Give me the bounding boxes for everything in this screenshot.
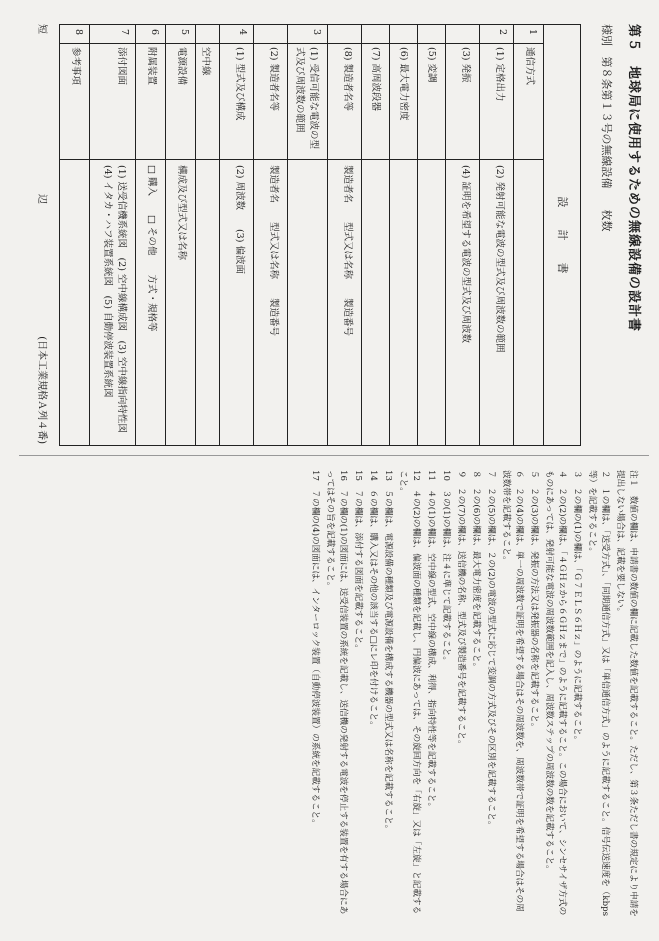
footer-left: 短	[36, 24, 47, 34]
note-item: 注１ 数値の欄は、申請書の数値の欄に記載した数値を記載すること。ただし、第３条ただし書の規定により申請を提出しない場合は、記載を要しない。	[615, 470, 638, 917]
row-label: (8) 製造者名等	[342, 47, 353, 111]
footer-mid: 辺	[36, 194, 47, 204]
row-label: 添付図面	[116, 47, 127, 86]
row-value: (4) 証明を希望する電波の型式及び周波数	[460, 165, 471, 343]
note-item: ６ ２の(4)の欄は、単一の周波数で証明を希望する場合はその周波数を、周波数帯で証明を希望する場合はその周波数帯を記載すること。	[501, 470, 524, 912]
form-reference	[599, 24, 615, 231]
note-item: ４ ２の(2)の欄は、「４ＧＨｚから６ＧＨｚまで」のように記載すること。この場合において、シンセサイザ方式のものにあっては、発射可能な電波の周波数範囲を記入し、周波数ステップの周波数の数を記載すること。	[544, 470, 567, 916]
row-number: 2	[497, 29, 508, 36]
note-item: 13 ５の欄は、電源設備の種類及び電源設備を構成する機器の型式又は名称を記載すること。	[383, 470, 393, 834]
row-label: (6) 最大電力密度	[398, 47, 409, 121]
row-number: 7	[119, 29, 130, 36]
note-item: 14 ６の欄は、購入又はその他の該当する□にレ印を付けること。	[368, 470, 378, 730]
table-row	[327, 25, 362, 445]
note-item: ５ ２の(3)の欄は、発振の方法又は発振器の名称を記載すること。	[529, 470, 539, 732]
table-row	[253, 25, 288, 445]
table-row	[417, 25, 446, 445]
table-header	[543, 25, 580, 445]
note-item: 11 ４の(1)の欄は、空中線の型式、空中線の構成、利得、指向特性等を記載すること。	[426, 470, 436, 812]
row-label: (1) 受信可能な電波の型式及び周波数の範囲	[294, 47, 319, 149]
row-label: 通信方式	[524, 47, 535, 86]
row-label: 電源設備	[176, 47, 187, 86]
row-label: (3) 発振	[460, 47, 471, 83]
table-row	[195, 25, 220, 445]
note-item: 10 ３の(1)の欄は、注４に準じて記載すること。	[441, 470, 451, 665]
row-number: 4	[237, 29, 248, 36]
header-item: 設 計 書	[556, 196, 569, 274]
form-label: 様別	[600, 24, 613, 46]
row-label: (2) 製造者名等	[268, 47, 279, 111]
table-row	[165, 25, 196, 445]
table-row	[287, 25, 328, 445]
note-item: ８ ２の(6)の欄は、最大電力密度を記載すること。	[471, 470, 481, 672]
row-value: 構成及び型式又は名称	[176, 165, 187, 261]
design-table	[59, 24, 581, 446]
row-label: 附属装置	[146, 47, 157, 86]
notes-section	[19, 470, 639, 920]
row-label: (7) 高周波段器	[370, 47, 381, 111]
row-label: 空中線	[200, 47, 211, 76]
table-row	[89, 25, 136, 445]
row-number: 1	[527, 29, 538, 36]
table-row	[479, 25, 514, 445]
row-value: (2) 発射可能な電波の型式及び周波数の範囲	[494, 165, 505, 353]
row-number: 8	[73, 29, 84, 36]
note-item: ７ ２の(5)の欄は、２の(2)の電波の型式に応じて変調の方式及びその区別を記載すること。	[486, 470, 496, 830]
table-row	[219, 25, 254, 445]
row-number: 3	[311, 29, 322, 36]
note-item: 12 ４の(2)の欄は、偏波面の種類を記載し、円偏波にあっては、その旋回方向を「右旋」又は「左旋」と記載すること。	[398, 470, 421, 915]
note-item: ３ ２の欄の(1)の欄は、「Ｇ７ＥＬＳ６Ｈｚ」のように記載すること。	[572, 470, 582, 745]
note-item: 16 ７の欄の(1)の図面には、送受信装置の系統を記載し、送信機の発射する電波を停止する装置を有する場合にあってはその旨を記載すること。	[325, 470, 348, 915]
document-title: 第５ 地球局に使用するための無線設備の設計書	[626, 24, 641, 333]
form-count: 枚数	[600, 209, 613, 232]
note-item: 15 ７の欄は、添付する図面を記載すること。	[353, 470, 363, 653]
row-value: 製造者名 型式又は名称 製造番号	[342, 165, 353, 337]
row-label: 参考事項	[70, 47, 81, 86]
note-item: ２ １の欄は、「送受方式」、「同期通信方式」又は「単信通信方式」のように記載すること。信号伝送速度を（kbps等）を記載すること。	[587, 470, 610, 917]
column-divider	[19, 455, 649, 456]
table-row	[135, 25, 166, 445]
row-value: 製造者名 型式又は名称 製造番号	[268, 165, 279, 337]
footer-right: (日本工業規格Ａ列４番)	[36, 336, 47, 444]
note-item: 17 ７の欄の(4)の図面には、インターロック装置（自動停波装置）の系統を記載すること。	[310, 470, 320, 828]
form-ref: 第８条第１３号の無線設備	[600, 56, 613, 189]
table-row	[389, 25, 418, 445]
table-row	[61, 25, 90, 445]
row-label: (5) 変調	[426, 47, 437, 83]
row-label: (1) 型式及び構成	[234, 47, 245, 121]
table-row	[513, 25, 544, 445]
note-item: ９ ２の(7)の欄は、送信機の名称、型式及び製造番号を記載すること。	[456, 470, 466, 749]
table-row	[361, 25, 390, 445]
row-number: 5	[179, 29, 190, 36]
row-value: (1) 送受信機系統図 (2) 空中線構成図 (3) 空中線指向特性図 (4) イタカ・ハフ装置系統図 (5) 自動停波装置系統図	[102, 165, 127, 443]
row-label: (1) 定格出力	[494, 47, 505, 102]
row-value: (2) 周波数 (3) 偏波面	[234, 165, 245, 274]
row-number: 6	[149, 29, 160, 36]
row-value: □ 購入 □ その他 方式・規格等	[146, 165, 157, 332]
table-row	[445, 25, 480, 445]
